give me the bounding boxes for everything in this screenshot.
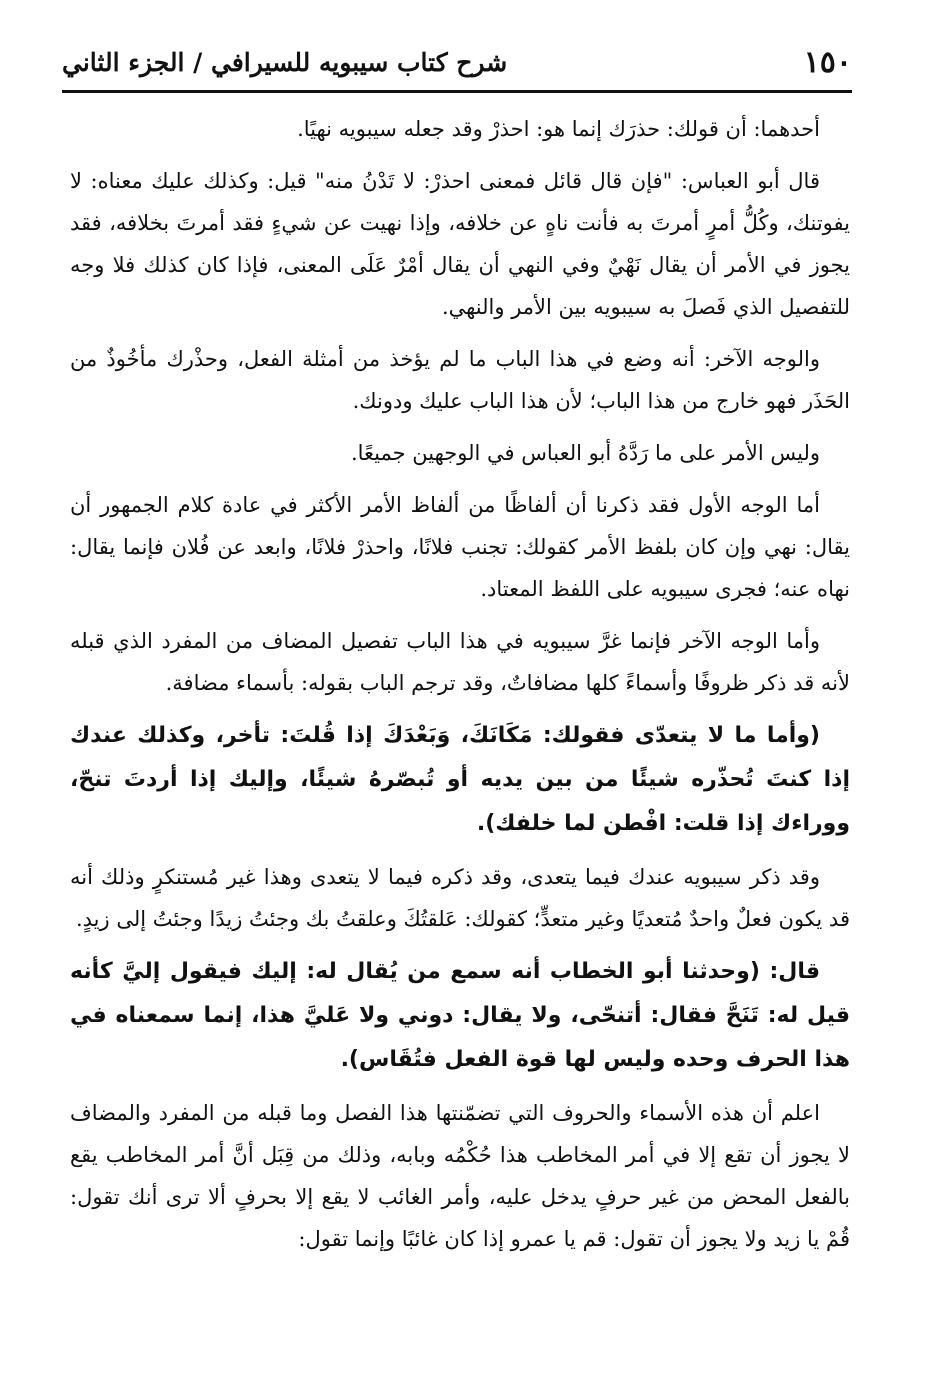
paragraph: وقد ذكر سيبويه عندك فيما يتعدى، وقد ذكره فيما لا يتعدى وهذا غير مُستنكرٍ وذلك أنه قد يكون فعلٌ واحدٌ مُتعديًا وغير متعدٍّ؛ كقولك: عَلقتُكَ وعلقتُ بك وجئتُ زيدًا وجئتُ إلى زيدٍ. bbox=[70, 865, 850, 931]
paragraph: أحدهما: أن قولك: حذرَك إنما هو: احذرْ وقد جعله سيبويه نهيًا. bbox=[297, 117, 820, 141]
quotation-paragraph: قال: (وحدثنا أبو الخطاب أنه سمع من يُقال له: إليك فيقول إليَّ كأنه قيل له: تَنَحَّ فقال: أتنحّى، ولا يقال: دوني ولا عَليَّ هذا، إنما سمعناه في هذا الحرف وحده وليس لها قوة الفعل فتُقَاس). bbox=[70, 959, 850, 1072]
paragraph: والوجه الآخر: أنه وضع في هذا الباب ما لم يؤخذ من أمثلة الفعل، وحذْرك مأخُوذٌ من الحَذَر فهو خارج من هذا الباب؛ لأن هذا الباب عليك ودونك. bbox=[70, 347, 850, 413]
running-title: شرح كتاب سيبويه للسيرافي / الجزء الثاني bbox=[62, 47, 508, 77]
page-header bbox=[62, 38, 852, 86]
paragraph: وأما الوجه الآخر فإنما غرَّ سيبويه في هذا الباب تفصيل المضاف من المفرد الذي قبله لأنه قد ذكر ظروفًا وأسماءً كلها مضافاتٌ، وقد ترجم الباب بقوله: بأسماء مضافة. bbox=[70, 629, 850, 695]
header-divider bbox=[62, 90, 852, 93]
paragraph: قال أبو العباس: "فإن قال قائل فمعنى احذرْ: لا تَدْنُ منه" قيل: وكذلك عليك معناه: لا يفوتنك، وكُلُّ أمرٍ أمرتَ به فأنت ناهٍ عن خلافه، وإذا نهيت عن شيءٍ فقد أمرتَ بخلافه، فقد يجوز في الأمر أن يقال نَهْيٌ وفي النهي أن يقال أمْرٌ عَلَى المعنى، فإذا كان كذلك فلا وجه للتفصيل الذي فَصلَ به سيبويه بين الأمر والنهي. bbox=[70, 169, 850, 319]
quotation-paragraph: (وأما ما لا يتعدّى فقولك: مَكَانَكَ، وَبَعْدَكَ إذا قُلتَ: تأخر، وكذلك عندك إذا كنتَ تُحذّره شيئًا من بين يديه أو تُبصّرهُ شيئًا، وإليك إذا أردتَ تنحّ، ووراءك إذا قلت: افْطن لما خلفك). bbox=[70, 723, 850, 836]
body-text bbox=[70, 108, 850, 1270]
page-number: ١٥٠ bbox=[803, 44, 852, 80]
paragraph: اعلم أن هذه الأسماء والحروف التي تضمّنتها هذا الفصل وما قبله من المفرد والمضاف لا يجوز أن تقع إلا في أمر المخاطب هذا حُكْمُه وبابه، وذلك من قِبَل أنَّ أمر المخاطب يقع بالفعل المحض من غير حرفٍ يدخل عليه، وأمر الغائب لا يقع إلا بحرفٍ ألا ترى أنك تقول: قُمْ يا زيد ولا يجوز أن تقول: قم يا عمرو إذا كان غائبًا وإنما تقول: bbox=[70, 1101, 850, 1251]
paragraph: أما الوجه الأول فقد ذكرنا أن ألفاظًا من ألفاظ الأمر الأكثر في عادة كلام الجمهور أن يقال: نهي وإن كان بلفظ الأمر كقولك: تجنب فلانًا، واحذرْ فلانًا، وابعد عن فُلان فإنما يقال: نهاه عنه؛ فجرى سيبويه على اللفظ المعتاد. bbox=[70, 493, 850, 601]
paragraph: وليس الأمر على ما رَدَّهُ أبو العباس في الوجهين جميعًا. bbox=[350, 441, 820, 465]
